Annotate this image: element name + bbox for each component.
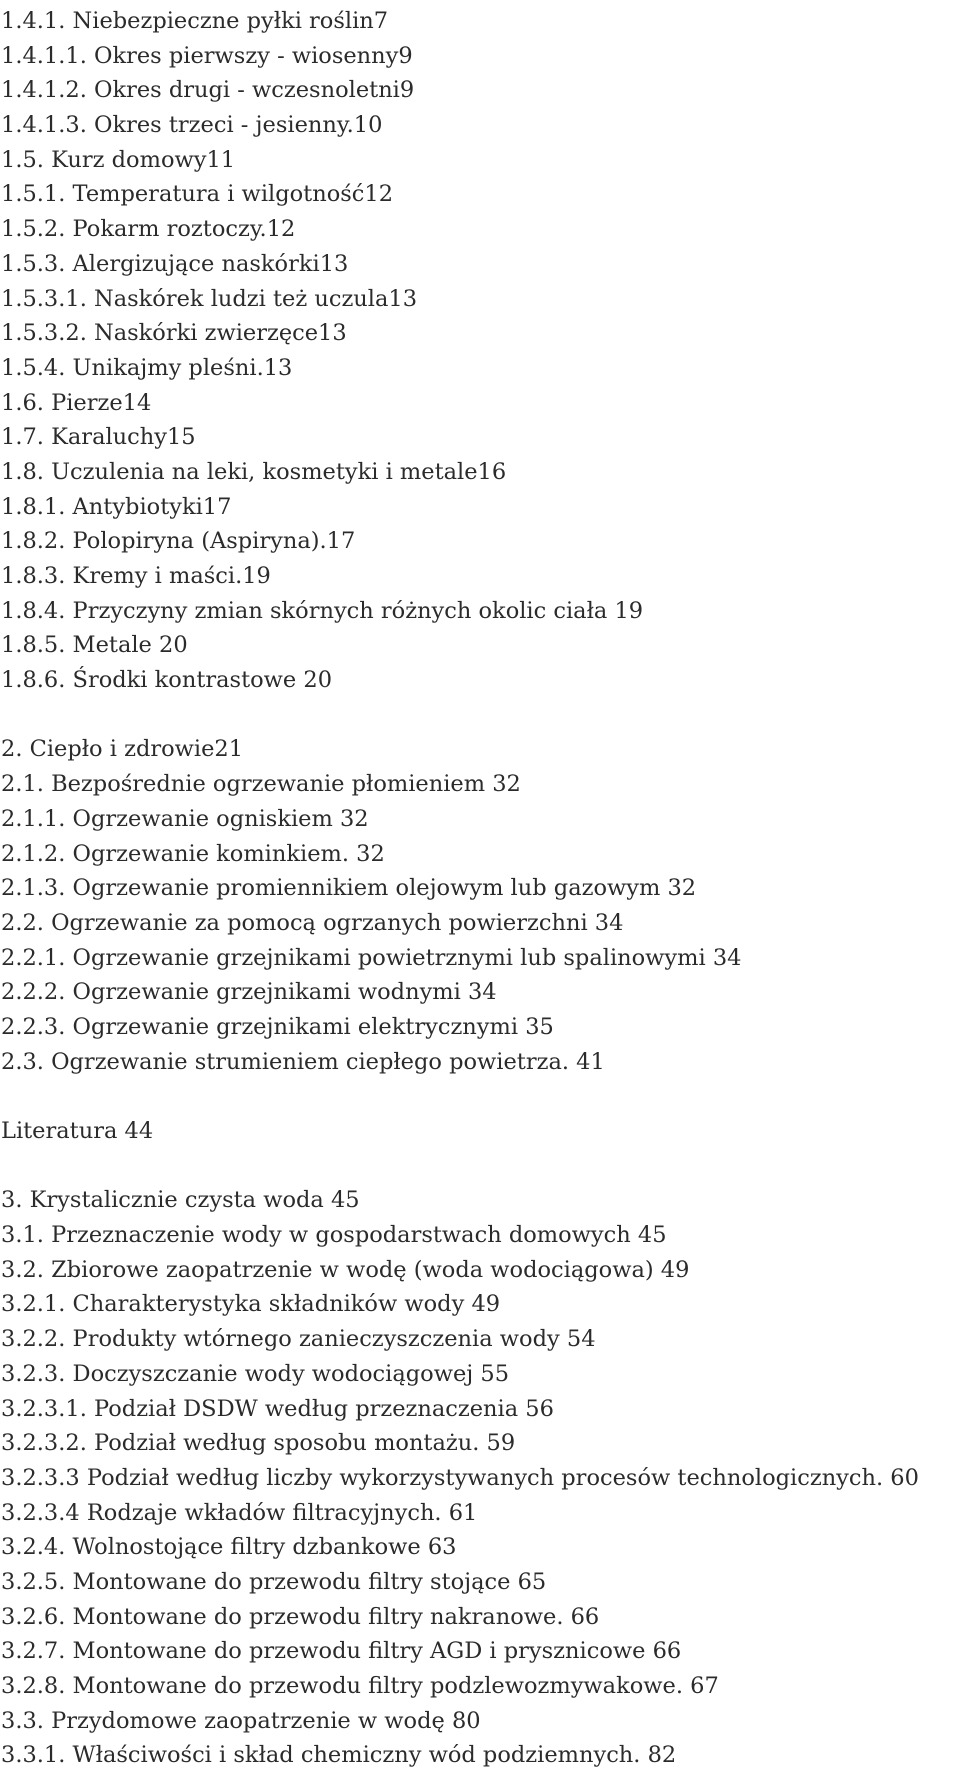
toc-entry: 1.4.1.2. Okres drugi - wczesnoletni9 — [1, 77, 415, 104]
toc-entry: 2. Ciepło i zdrowie21 — [1, 736, 244, 763]
toc-entry: 2.2.3. Ogrzewanie grzejnikami elektrycznymi 35 — [1, 1013, 554, 1040]
toc-entry: 2.2.1. Ogrzewanie grzejnikami powietrznymi lub spalinowymi 34 — [1, 944, 742, 971]
toc-entry: 3.1. Przeznaczenie wody w gospodarstwach domowych 45 — [1, 1222, 667, 1249]
toc-entry: 3.2.3.3 Podział według liczby wykorzystywanych procesów technologicznych. 60 — [1, 1464, 919, 1491]
toc-entry: 1.5. Kurz domowy11 — [1, 146, 236, 173]
toc-entry: Literatura 44 — [1, 1118, 154, 1144]
toc-entry: 2.2.2. Ogrzewanie grzejnikami wodnymi 34 — [1, 979, 497, 1006]
section-gap — [1, 1079, 959, 1114]
toc-entry: 2.1.1. Ogrzewanie ogniskiem 32 — [1, 805, 369, 832]
toc-entry: 3.3. Przydomowe zaopatrzenie w wodę 80 — [1, 1707, 481, 1734]
toc-entry: 1.8. Uczulenia na leki, kosmetyki i metale16 — [1, 458, 507, 485]
toc-entry: 2.1.2. Ogrzewanie kominkiem. 32 — [1, 840, 385, 867]
toc-entry: 1.5.3. Alergizujące naskórki13 — [1, 250, 349, 277]
toc-entry: 1.8.4. Przyczyny zmian skórnych różnych okolic ciała 19 — [1, 597, 644, 624]
toc-entry: 3. Krystalicznie czysta woda 45 — [1, 1187, 360, 1214]
toc-entry: 2.3. Ogrzewanie strumieniem ciepłego powietrza. 41 — [1, 1048, 605, 1075]
toc-entry: 3.2.8. Montowane do przewodu filtry podzlewozmywakowe. 67 — [1, 1673, 719, 1699]
toc-entry: 3.2.7. Montowane do przewodu filtry AGD i prysznicowe 66 — [1, 1638, 682, 1665]
section-gap — [1, 698, 959, 733]
toc-entry: 1.5.2. Pokarm roztoczy.12 — [1, 216, 296, 243]
toc-entry: 1.8.1. Antybiotyki17 — [1, 493, 232, 520]
toc-entry: 1.8.3. Kremy i maści.19 — [1, 563, 271, 589]
toc-entry: 3.2.6. Montowane do przewodu filtry nakranowe. 66 — [1, 1603, 600, 1630]
toc-entry: 3.2.5. Montowane do przewodu filtry stojące 65 — [1, 1568, 547, 1595]
toc-entry: 3.2.3. Doczyszczanie wody wodociągowej 55 — [1, 1360, 510, 1387]
toc-entry: 1.4.1.3. Okres trzeci - jesienny.10 — [1, 112, 383, 139]
toc-entry: 1.5.1. Temperatura i wilgotność12 — [1, 181, 394, 208]
toc-entry: 3.2.3.1. Podział DSDW według przeznaczenia 56 — [1, 1395, 554, 1422]
toc-entry: 1.5.4. Unikajmy pleśni.13 — [1, 354, 293, 381]
toc-entry: 3.2.3.4 Rodzaje wkładów filtracyjnych. 61 — [1, 1499, 478, 1526]
toc-entry: 1.4.1. Niebezpieczne pyłki roślin7 — [1, 8, 389, 34]
toc-entry: 3.2.1. Charakterystyka składników wody 49 — [1, 1291, 501, 1318]
toc-entry: 1.8.5. Metale 20 — [1, 632, 188, 659]
section-gap — [1, 1149, 959, 1184]
toc-entry: 1.8.6. Środki kontrastowe 20 — [1, 667, 333, 694]
toc-entry: 1.7. Karaluchy15 — [1, 424, 196, 451]
table-of-contents — [1, 0, 959, 1773]
toc-entry: 1.8.2. Polopiryna (Aspiryna).17 — [1, 528, 356, 555]
toc-entry: 3.2.2. Produkty wtórnego zanieczyszczenia wody 54 — [1, 1326, 596, 1353]
toc-entry: 2.2. Ogrzewanie za pomocą ogrzanych powierzchni 34 — [1, 909, 624, 936]
toc-entry: 2.1.3. Ogrzewanie promiennikiem olejowym lub gazowym 32 — [1, 875, 697, 902]
toc-entry: 1.5.3.1. Naskórek ludzi też uczula13 — [1, 285, 418, 312]
toc-entry: 1.6. Pierze14 — [1, 389, 152, 416]
toc-entry: 1.4.1.1. Okres pierwszy - wiosenny9 — [1, 42, 413, 69]
toc-entry: 3.2. Zbiorowe zaopatrzenie w wodę (woda wodociągowa) 49 — [1, 1256, 690, 1283]
toc-entry: 2.1. Bezpośrednie ogrzewanie płomieniem 32 — [1, 771, 521, 798]
toc-entry: 3.2.4. Wolnostojące filtry dzbankowe 63 — [1, 1534, 457, 1561]
toc-entry: 1.5.3.2. Naskórki zwierzęce13 — [1, 320, 347, 347]
toc-entry: 3.3.1. Właściwości i skład chemiczny wód podziemnych. 82 — [1, 1742, 677, 1769]
toc-entry: 3.2.3.2. Podział według sposobu montażu. 59 — [1, 1430, 516, 1457]
